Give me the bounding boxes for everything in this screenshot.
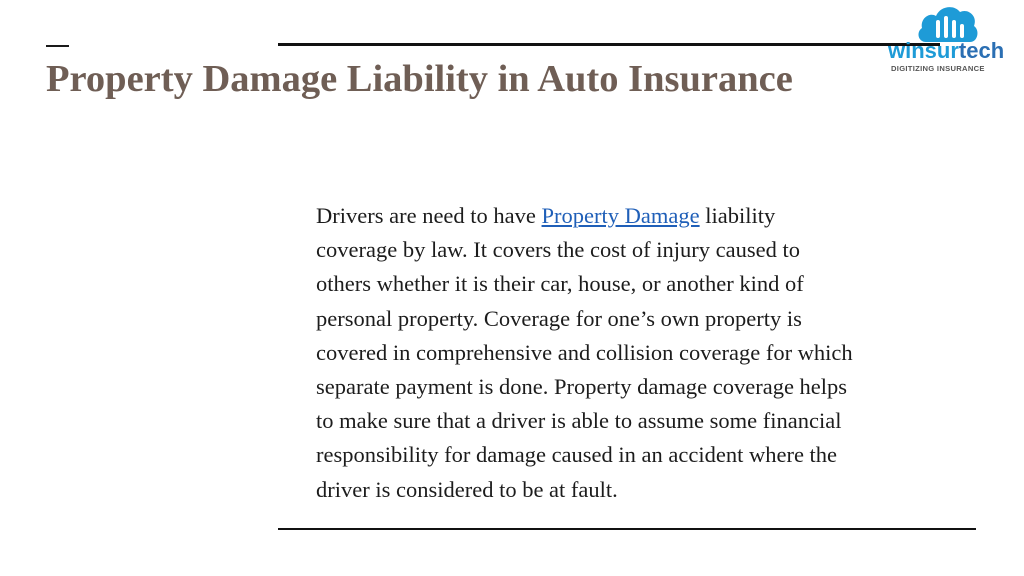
body-line: personal property. Coverage for one’s own property is: [316, 305, 802, 331]
body-line: others whether it is their car, house, or another kind of: [316, 271, 804, 297]
logo-word-part1: winsur: [888, 38, 959, 63]
body-line: driver is considered to be at fault.: [316, 476, 618, 502]
logo-tagline: DIGITIZING INSURANCE: [891, 64, 985, 73]
body-paragraph: [316, 199, 976, 507]
top-divider-line: [278, 43, 940, 46]
body-line-text: liability: [699, 203, 776, 228]
body-line: responsibility for damage caused in an accident where the: [316, 442, 838, 468]
body-line: coverage by law. It covers the cost of injury caused to: [316, 237, 800, 263]
company-logo: [886, 4, 1022, 74]
body-line: to make sure that a driver is able to assume some financial: [316, 408, 842, 434]
logo-word-part2: tech: [958, 38, 1005, 63]
bottom-divider-line: [278, 528, 976, 530]
title-accent-dash: [46, 45, 69, 47]
logo-wordmark: [888, 39, 1004, 63]
property-damage-link[interactable]: Property Damage: [541, 203, 700, 228]
body-line: covered in comprehensive and collision coverage for which: [316, 339, 853, 365]
body-line: [316, 199, 976, 233]
body-line-text: Drivers are need to have: [316, 203, 542, 228]
page-title: Property Damage Liability in Auto Insurance: [46, 58, 793, 100]
body-line: separate payment is done. Property damage coverage helps: [316, 374, 848, 400]
